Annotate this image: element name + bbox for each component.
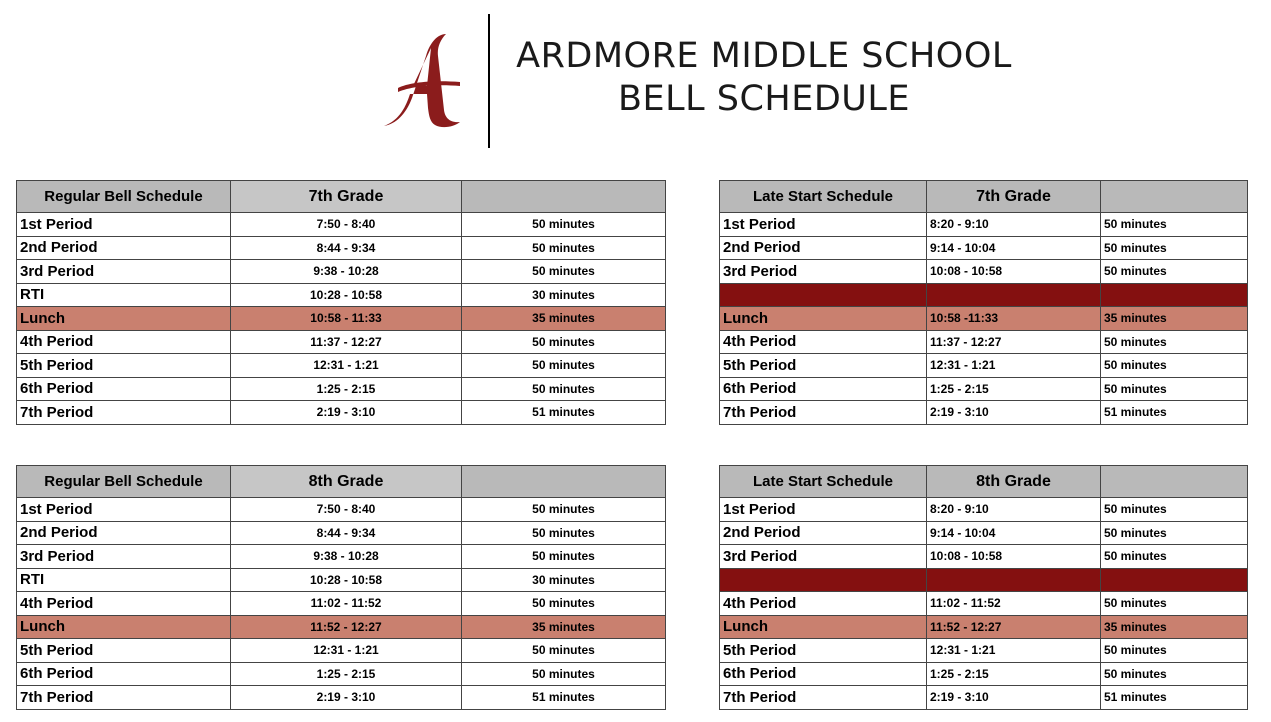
separator-cell xyxy=(927,568,1101,592)
minutes-cell: 50 minutes xyxy=(462,330,666,354)
grade-label: 7th Grade xyxy=(927,181,1101,213)
period-cell: 7th Period xyxy=(720,401,927,425)
table-row xyxy=(720,354,1248,378)
schedule-title: Regular Bell Schedule xyxy=(17,181,231,213)
empty-header-cell xyxy=(1101,466,1248,498)
table-row xyxy=(720,260,1248,284)
time-cell: 10:08 - 10:58 xyxy=(927,545,1101,569)
minutes-cell: 50 minutes xyxy=(1101,260,1248,284)
period-cell: Lunch xyxy=(17,307,231,331)
time-cell: 9:14 - 10:04 xyxy=(927,521,1101,545)
period-cell: Lunch xyxy=(17,615,231,639)
table-row xyxy=(17,592,666,616)
period-cell: 2nd Period xyxy=(720,236,927,260)
period-cell: 5th Period xyxy=(17,354,231,378)
table-row xyxy=(17,354,666,378)
empty-header-cell xyxy=(462,181,666,213)
period-cell: 3rd Period xyxy=(720,260,927,284)
time-cell: 9:14 - 10:04 xyxy=(927,236,1101,260)
period-cell: 3rd Period xyxy=(17,545,231,569)
period-cell: 2nd Period xyxy=(17,521,231,545)
period-cell: RTI xyxy=(17,283,231,307)
minutes-cell: 50 minutes xyxy=(462,213,666,237)
period-cell: 1st Period xyxy=(720,213,927,237)
table-row xyxy=(17,283,666,307)
minutes-cell: 50 minutes xyxy=(1101,330,1248,354)
minutes-cell: 51 minutes xyxy=(1101,686,1248,710)
lunch-row xyxy=(720,615,1248,639)
time-cell: 10:58 - 11:33 xyxy=(231,307,462,331)
maroon-separator-row xyxy=(720,283,1248,307)
period-cell: 6th Period xyxy=(17,377,231,401)
minutes-cell: 30 minutes xyxy=(462,568,666,592)
period-cell: 4th Period xyxy=(17,330,231,354)
table-row xyxy=(17,498,666,522)
period-cell: 5th Period xyxy=(720,354,927,378)
time-cell: 8:20 - 9:10 xyxy=(927,213,1101,237)
table-row xyxy=(17,686,666,710)
late-start-schedule-8th-grade xyxy=(719,465,1248,710)
separator-cell xyxy=(927,283,1101,307)
separator-cell xyxy=(720,568,927,592)
table-row xyxy=(720,213,1248,237)
minutes-cell: 35 minutes xyxy=(1101,307,1248,331)
time-cell: 9:38 - 10:28 xyxy=(231,260,462,284)
time-cell: 7:50 - 8:40 xyxy=(231,213,462,237)
time-cell: 1:25 - 2:15 xyxy=(927,662,1101,686)
period-cell: 4th Period xyxy=(720,330,927,354)
table-row xyxy=(17,260,666,284)
time-cell: 12:31 - 1:21 xyxy=(231,354,462,378)
time-cell: 2:19 - 3:10 xyxy=(927,401,1101,425)
late-start-schedule-7th-grade xyxy=(719,180,1248,425)
table-header-row xyxy=(720,466,1248,498)
minutes-cell: 50 minutes xyxy=(462,354,666,378)
minutes-cell: 50 minutes xyxy=(462,639,666,663)
table-row xyxy=(720,639,1248,663)
period-cell: 6th Period xyxy=(17,662,231,686)
lunch-row xyxy=(720,307,1248,331)
minutes-cell: 50 minutes xyxy=(462,592,666,616)
regular-schedule-7th-grade xyxy=(16,180,666,425)
minutes-cell: 51 minutes xyxy=(462,686,666,710)
period-cell: Lunch xyxy=(720,307,927,331)
table-row xyxy=(720,377,1248,401)
time-cell: 1:25 - 2:15 xyxy=(927,377,1101,401)
minutes-cell: 50 minutes xyxy=(462,260,666,284)
table-row xyxy=(17,213,666,237)
minutes-cell: 50 minutes xyxy=(1101,521,1248,545)
table-row xyxy=(720,330,1248,354)
table-row xyxy=(17,236,666,260)
period-cell: 6th Period xyxy=(720,662,927,686)
table-header-row xyxy=(17,466,666,498)
time-cell: 7:50 - 8:40 xyxy=(231,498,462,522)
time-cell: 10:28 - 10:58 xyxy=(231,283,462,307)
schedule-subtitle: BELL SCHEDULE xyxy=(617,79,911,119)
minutes-cell: 35 minutes xyxy=(1101,615,1248,639)
minutes-cell: 35 minutes xyxy=(462,615,666,639)
minutes-cell: 35 minutes xyxy=(462,307,666,331)
table-row xyxy=(17,662,666,686)
table-row xyxy=(720,236,1248,260)
minutes-cell: 50 minutes xyxy=(462,662,666,686)
minutes-cell: 50 minutes xyxy=(1101,236,1248,260)
page-header xyxy=(0,0,1271,160)
minutes-cell: 50 minutes xyxy=(1101,662,1248,686)
grade-label: 8th Grade xyxy=(927,466,1101,498)
period-cell: 7th Period xyxy=(17,401,231,425)
period-cell: 2nd Period xyxy=(17,236,231,260)
time-cell: 8:20 - 9:10 xyxy=(927,498,1101,522)
period-cell: 4th Period xyxy=(720,592,927,616)
table-header-row xyxy=(720,181,1248,213)
minutes-cell: 50 minutes xyxy=(462,236,666,260)
time-cell: 12:31 - 1:21 xyxy=(927,639,1101,663)
table-row xyxy=(17,401,666,425)
schedule-title: Late Start Schedule xyxy=(720,466,927,498)
table-row xyxy=(17,377,666,401)
time-cell: 10:08 - 10:58 xyxy=(927,260,1101,284)
time-cell: 11:37 - 12:27 xyxy=(927,330,1101,354)
time-cell: 8:44 - 9:34 xyxy=(231,236,462,260)
minutes-cell: 50 minutes xyxy=(1101,545,1248,569)
schedule-title: Late Start Schedule xyxy=(720,181,927,213)
time-cell: 10:28 - 10:58 xyxy=(231,568,462,592)
minutes-cell: 50 minutes xyxy=(1101,498,1248,522)
period-cell: RTI xyxy=(17,568,231,592)
lunch-row xyxy=(17,615,666,639)
regular-schedule-8th-grade xyxy=(16,465,666,710)
table-row xyxy=(17,330,666,354)
table-row xyxy=(17,545,666,569)
table-row xyxy=(17,639,666,663)
table-row xyxy=(720,662,1248,686)
table-row xyxy=(17,521,666,545)
period-cell: 6th Period xyxy=(720,377,927,401)
separator-cell xyxy=(1101,283,1248,307)
table-row xyxy=(720,401,1248,425)
table-row xyxy=(720,498,1248,522)
time-cell: 11:52 - 12:27 xyxy=(927,615,1101,639)
time-cell: 12:31 - 1:21 xyxy=(927,354,1101,378)
separator-cell xyxy=(720,283,927,307)
period-cell: 5th Period xyxy=(720,639,927,663)
time-cell: 2:19 - 3:10 xyxy=(231,401,462,425)
period-cell: 5th Period xyxy=(17,639,231,663)
minutes-cell: 50 minutes xyxy=(462,498,666,522)
minutes-cell: 51 minutes xyxy=(1101,401,1248,425)
table-row xyxy=(720,592,1248,616)
time-cell: 1:25 - 2:15 xyxy=(231,662,462,686)
minutes-cell: 50 minutes xyxy=(462,521,666,545)
grade-label: 8th Grade xyxy=(231,466,462,498)
table-row xyxy=(720,521,1248,545)
time-cell: 11:02 - 11:52 xyxy=(927,592,1101,616)
period-cell: Lunch xyxy=(720,615,927,639)
minutes-cell: 50 minutes xyxy=(1101,592,1248,616)
period-cell: 1st Period xyxy=(17,498,231,522)
time-cell: 2:19 - 3:10 xyxy=(927,686,1101,710)
school-name: ARDMORE MIDDLE SCHOOL xyxy=(516,36,1012,76)
empty-header-cell xyxy=(1101,181,1248,213)
period-cell: 4th Period xyxy=(17,592,231,616)
period-cell: 3rd Period xyxy=(720,545,927,569)
minutes-cell: 51 minutes xyxy=(462,401,666,425)
maroon-separator-row xyxy=(720,568,1248,592)
minutes-cell: 50 minutes xyxy=(462,377,666,401)
script-a-logo-icon xyxy=(380,26,472,130)
period-cell: 1st Period xyxy=(17,213,231,237)
minutes-cell: 50 minutes xyxy=(1101,213,1248,237)
table-header-row xyxy=(17,181,666,213)
empty-header-cell xyxy=(462,466,666,498)
lunch-row xyxy=(17,307,666,331)
table-row xyxy=(17,568,666,592)
period-cell: 7th Period xyxy=(17,686,231,710)
grade-label: 7th Grade xyxy=(231,181,462,213)
period-cell: 7th Period xyxy=(720,686,927,710)
time-cell: 2:19 - 3:10 xyxy=(231,686,462,710)
table-row xyxy=(720,545,1248,569)
period-cell: 2nd Period xyxy=(720,521,927,545)
time-cell: 11:37 - 12:27 xyxy=(231,330,462,354)
minutes-cell: 50 minutes xyxy=(1101,377,1248,401)
minutes-cell: 50 minutes xyxy=(462,545,666,569)
time-cell: 11:02 - 11:52 xyxy=(231,592,462,616)
time-cell: 1:25 - 2:15 xyxy=(231,377,462,401)
time-cell: 8:44 - 9:34 xyxy=(231,521,462,545)
minutes-cell: 50 minutes xyxy=(1101,354,1248,378)
time-cell: 10:58 -11:33 xyxy=(927,307,1101,331)
schedule-title: Regular Bell Schedule xyxy=(17,466,231,498)
separator-cell xyxy=(1101,568,1248,592)
time-cell: 12:31 - 1:21 xyxy=(231,639,462,663)
minutes-cell: 30 minutes xyxy=(462,283,666,307)
period-cell: 1st Period xyxy=(720,498,927,522)
minutes-cell: 50 minutes xyxy=(1101,639,1248,663)
table-row xyxy=(720,686,1248,710)
time-cell: 9:38 - 10:28 xyxy=(231,545,462,569)
time-cell: 11:52 - 12:27 xyxy=(231,615,462,639)
period-cell: 3rd Period xyxy=(17,260,231,284)
